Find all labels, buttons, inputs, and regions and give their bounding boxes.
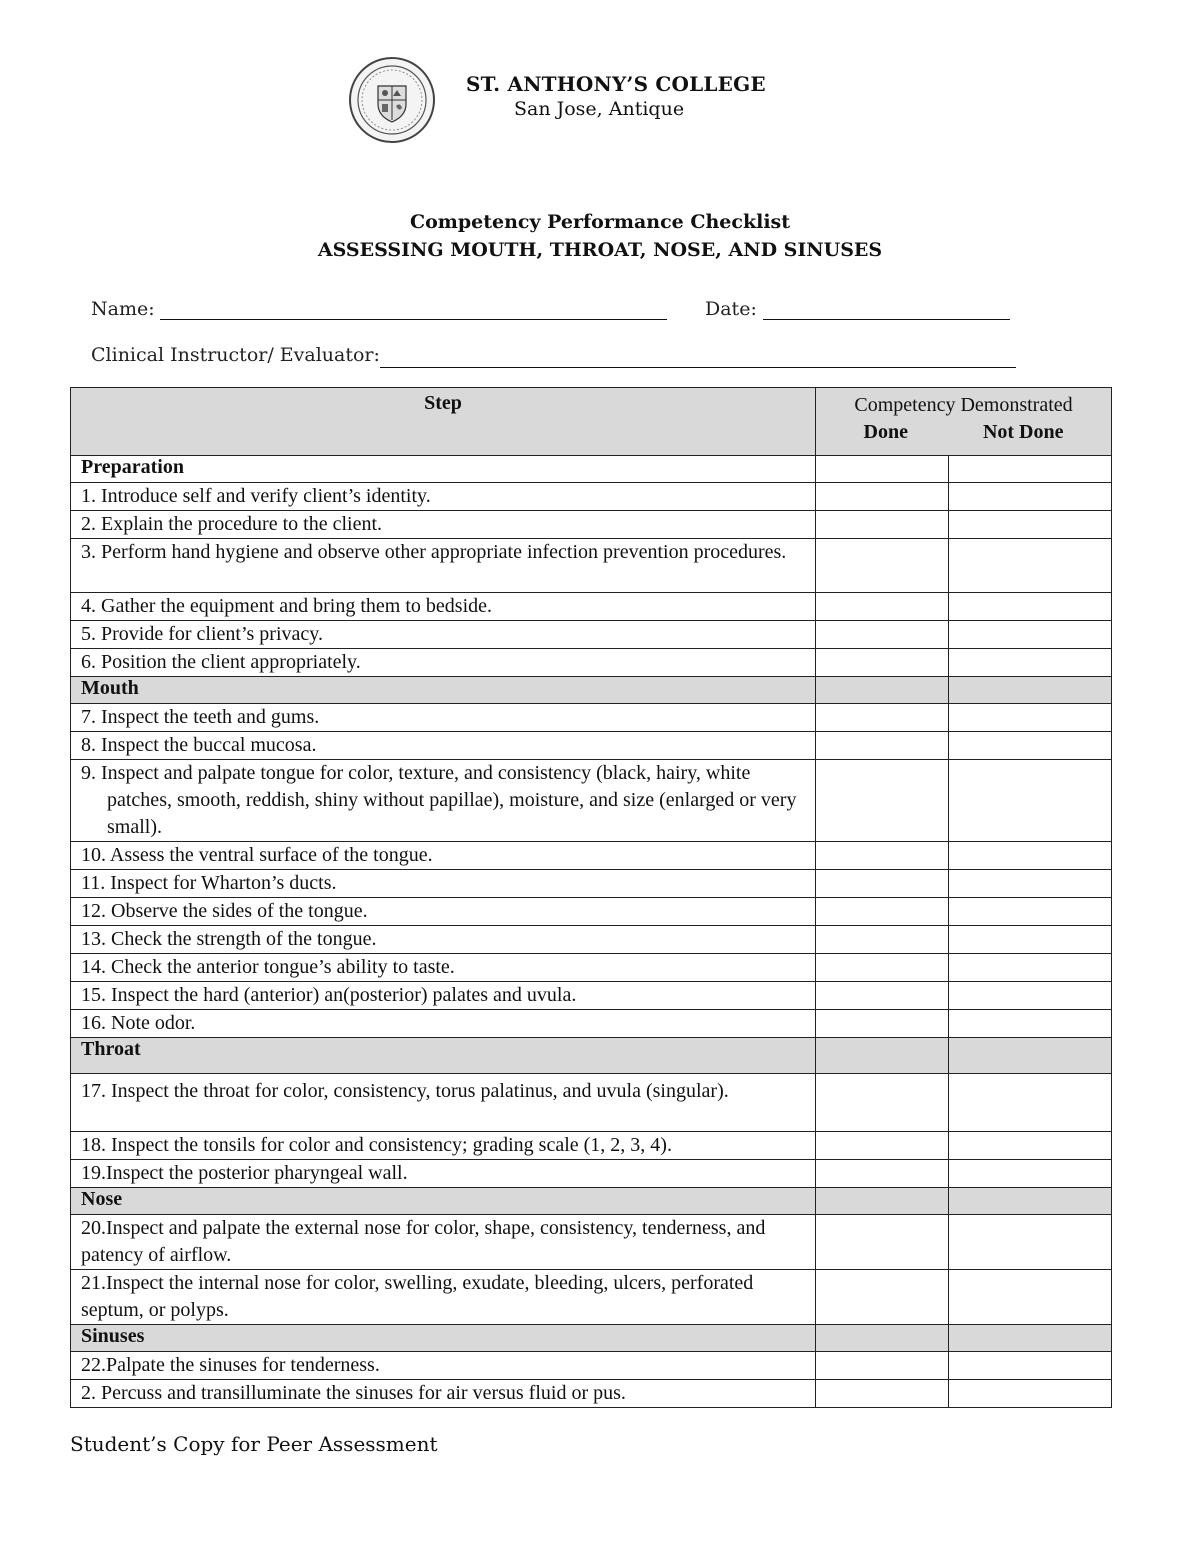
table-row <box>71 898 1112 926</box>
not-done-cell[interactable] <box>949 870 1112 898</box>
done-cell[interactable] <box>816 926 949 954</box>
not-done-cell[interactable] <box>949 483 1112 511</box>
not-done-cell[interactable] <box>949 456 1112 483</box>
not-done-cell <box>949 677 1112 704</box>
done-cell[interactable] <box>816 511 949 539</box>
done-cell[interactable] <box>816 870 949 898</box>
instructor-label: Clinical Instructor/ Evaluator: <box>91 344 380 366</box>
table-row <box>71 1380 1112 1408</box>
step-text: 3. Perform hand hygiene and observe other appropriate infection prevention procedures. <box>71 539 816 593</box>
not-done-cell[interactable] <box>949 511 1112 539</box>
done-cell <box>816 1325 949 1352</box>
step-text: 17. Inspect the throat for color, consistency, torus palatinus, and uvula (singular). <box>71 1074 816 1132</box>
not-done-cell[interactable] <box>949 1010 1112 1038</box>
step-text: 13. Check the strength of the tongue. <box>71 926 816 954</box>
not-done-cell <box>949 1038 1112 1074</box>
step-column-header: Step <box>71 388 816 456</box>
step-text: 10. Assess the ventral surface of the tongue. <box>71 842 816 870</box>
section-title: Throat <box>71 1038 816 1074</box>
step-text: 4. Gather the equipment and bring them to bedside. <box>71 593 816 621</box>
procedure-title: ASSESSING MOUTH, THROAT, NOSE, AND SINUSES <box>317 239 883 261</box>
done-cell[interactable] <box>816 704 949 732</box>
step-text: 20.Inspect and palpate the external nose for color, shape, consistency, tenderness, and patency of airflow. <box>71 1215 816 1270</box>
school-header <box>466 72 766 120</box>
step-text: 8. Inspect the buccal mucosa. <box>71 732 816 760</box>
section-row <box>71 1325 1112 1352</box>
table-row <box>71 704 1112 732</box>
done-cell[interactable] <box>816 760 949 842</box>
done-cell[interactable] <box>816 898 949 926</box>
not-done-cell[interactable] <box>949 539 1112 593</box>
done-cell <box>816 677 949 704</box>
footer-note: Student’s Copy for Peer Assessment <box>70 1432 438 1456</box>
table-row <box>71 1160 1112 1188</box>
checklist-table <box>70 387 1112 1408</box>
step-text: 11. Inspect for Wharton’s ducts. <box>71 870 816 898</box>
table-row <box>71 842 1112 870</box>
step-text: 5. Provide for client’s privacy. <box>71 621 816 649</box>
instructor-field-line[interactable] <box>380 367 1016 368</box>
not-done-cell[interactable] <box>949 621 1112 649</box>
not-done-cell[interactable] <box>949 1215 1112 1270</box>
table-row <box>71 539 1112 593</box>
step-text: 2. Explain the procedure to the client. <box>71 511 816 539</box>
date-field-line[interactable] <box>763 319 1010 320</box>
step-text: 21.Inspect the internal nose for color, swelling, exudate, bleeding, ulcers, perforated septum, or polyps. <box>71 1270 816 1325</box>
document-titles <box>0 208 1200 264</box>
section-title: Preparation <box>71 456 816 483</box>
table-row <box>71 760 1112 842</box>
section-row <box>71 456 1112 483</box>
step-text: 6. Position the client appropriately. <box>71 649 816 677</box>
table-row <box>71 649 1112 677</box>
table-row <box>71 732 1112 760</box>
not-done-cell[interactable] <box>949 926 1112 954</box>
date-label: Date: <box>705 298 757 320</box>
done-cell[interactable] <box>816 1215 949 1270</box>
done-cell[interactable] <box>816 1160 949 1188</box>
step-text: 19.Inspect the posterior pharyngeal wall. <box>71 1160 816 1188</box>
school-name: ST. ANTHONY’S COLLEGE <box>466 72 766 96</box>
table-header-row <box>71 388 1112 456</box>
done-cell[interactable] <box>816 483 949 511</box>
table-row <box>71 511 1112 539</box>
step-text: 15. Inspect the hard (anterior) an(posterior) palates and uvula. <box>71 982 816 1010</box>
section-title: Sinuses <box>71 1325 816 1352</box>
section-row <box>71 1188 1112 1215</box>
done-cell[interactable] <box>816 456 949 483</box>
not-done-column-header: Not Done <box>982 421 1064 443</box>
school-location: San Jose, Antique <box>514 98 685 120</box>
not-done-cell[interactable] <box>949 1160 1112 1188</box>
not-done-cell[interactable] <box>949 593 1112 621</box>
step-text: 9. Inspect and palpate tongue for color, texture, and consistency (black, hairy, white patches, smooth, reddish, shiny without papillae), moisture, and size (enlarged or very small). <box>71 760 816 842</box>
table-row <box>71 1352 1112 1380</box>
not-done-cell[interactable] <box>949 898 1112 926</box>
done-cell[interactable] <box>816 1074 949 1132</box>
table-row <box>71 1270 1112 1325</box>
done-cell[interactable] <box>816 732 949 760</box>
done-cell[interactable] <box>816 649 949 677</box>
done-cell[interactable] <box>816 1010 949 1038</box>
done-cell[interactable] <box>816 954 949 982</box>
step-text: 22.Palpate the sinuses for tenderness. <box>71 1352 816 1380</box>
step-text: 1. Introduce self and verify client’s identity. <box>71 483 816 511</box>
table-row <box>71 483 1112 511</box>
not-done-cell[interactable] <box>949 732 1112 760</box>
not-done-cell[interactable] <box>949 954 1112 982</box>
step-text: 2. Percuss and transilluminate the sinuses for air versus fluid or pus. <box>71 1380 816 1408</box>
step-text: 16. Note odor. <box>71 1010 816 1038</box>
not-done-cell[interactable] <box>949 649 1112 677</box>
done-cell <box>816 1188 949 1215</box>
not-done-cell[interactable] <box>949 704 1112 732</box>
done-cell[interactable] <box>816 539 949 593</box>
table-row <box>71 1215 1112 1270</box>
done-cell[interactable] <box>816 1132 949 1160</box>
section-row <box>71 1038 1112 1074</box>
not-done-cell[interactable] <box>949 1270 1112 1325</box>
competency-header-label: Competency Demonstrated <box>854 394 1073 416</box>
done-column-header: Done <box>863 421 908 443</box>
table-row <box>71 870 1112 898</box>
done-cell <box>816 1038 949 1074</box>
table-row <box>71 1074 1112 1132</box>
not-done-cell[interactable] <box>949 982 1112 1010</box>
not-done-cell[interactable] <box>949 1352 1112 1380</box>
table-row <box>71 1132 1112 1160</box>
section-title: Nose <box>71 1188 816 1215</box>
done-cell[interactable] <box>816 621 949 649</box>
not-done-cell[interactable] <box>949 1074 1112 1132</box>
step-text: 18. Inspect the tonsils for color and consistency; grading scale (1, 2, 3, 4). <box>71 1132 816 1160</box>
competency-column-header <box>816 388 1112 456</box>
not-done-cell[interactable] <box>949 1132 1112 1160</box>
done-cell[interactable] <box>816 1270 949 1325</box>
name-field-line[interactable] <box>160 319 667 320</box>
section-title: Mouth <box>71 677 816 704</box>
done-cell[interactable] <box>816 1380 949 1408</box>
name-label: Name: <box>91 298 155 320</box>
not-done-cell[interactable] <box>949 1380 1112 1408</box>
done-cell[interactable] <box>816 982 949 1010</box>
step-text: 14. Check the anterior tongue’s ability to taste. <box>71 954 816 982</box>
college-seal-logo <box>348 56 436 144</box>
table-row <box>71 982 1112 1010</box>
not-done-cell[interactable] <box>949 842 1112 870</box>
checklist-title: Competency Performance Checklist <box>409 211 791 233</box>
not-done-cell <box>949 1325 1112 1352</box>
step-text: 7. Inspect the teeth and gums. <box>71 704 816 732</box>
step-text: 12. Observe the sides of the tongue. <box>71 898 816 926</box>
table-row <box>71 926 1112 954</box>
done-cell[interactable] <box>816 842 949 870</box>
table-row <box>71 954 1112 982</box>
not-done-cell <box>949 1188 1112 1215</box>
table-row <box>71 593 1112 621</box>
done-cell[interactable] <box>816 593 949 621</box>
not-done-cell[interactable] <box>949 760 1112 842</box>
done-cell[interactable] <box>816 1352 949 1380</box>
table-row <box>71 1010 1112 1038</box>
section-row <box>71 677 1112 704</box>
table-row <box>71 621 1112 649</box>
